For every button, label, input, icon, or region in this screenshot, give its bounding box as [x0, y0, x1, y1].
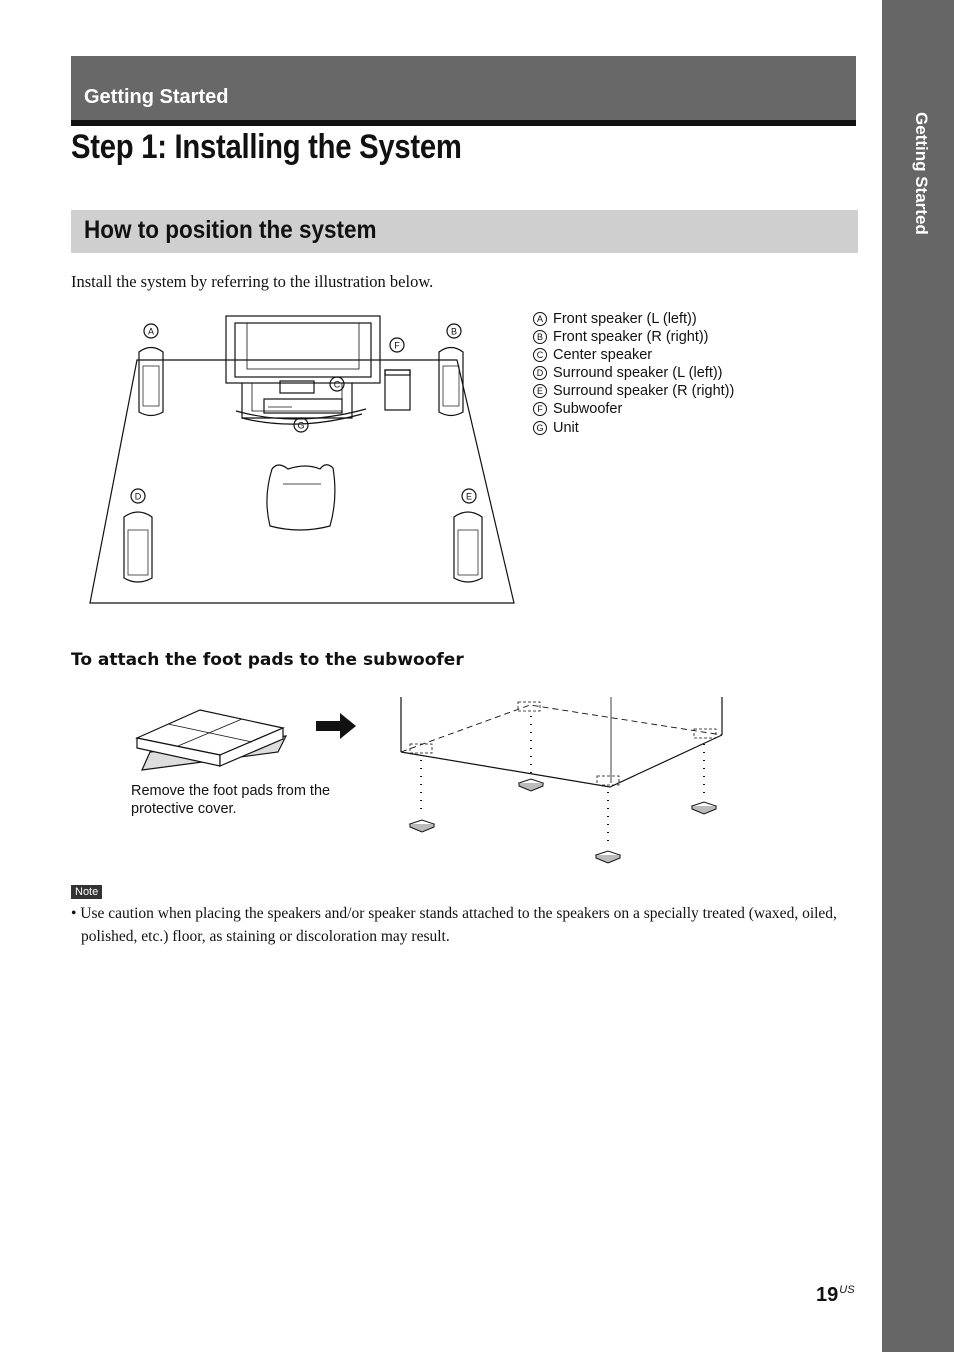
legend-item: E Surround speaker (R (right)) — [533, 382, 734, 400]
subsection-header — [71, 210, 858, 253]
legend-letter-icon: C — [533, 348, 547, 362]
section-rule — [71, 120, 856, 126]
legend-letter-icon: F — [533, 402, 547, 416]
marker-d-label: D — [134, 491, 142, 502]
marker-e-label: E — [465, 491, 473, 502]
legend-item: A Front speaker (L (left)) — [533, 310, 734, 328]
page-title: Step 1: Installing the System — [71, 128, 462, 166]
intro-text: Install the system by referring to the illustration below. — [71, 272, 434, 291]
page-number: $19^{US}$ — [816, 1284, 855, 1306]
subwoofer-foot-pads-illustration — [395, 690, 730, 865]
marker-b-label: B — [450, 326, 458, 337]
legend-letter-icon: G — [533, 421, 547, 435]
marker-a-label: A — [147, 326, 155, 337]
arrow-right-icon — [316, 712, 358, 740]
note-badge: Note — [71, 885, 102, 899]
marker-f-label: F — [394, 340, 400, 351]
legend-item: F Subwoofer — [533, 400, 734, 418]
note-text: • Use caution when placing the speakers and/or speaker stands attached to the speakers on a specially treated (waxed, oiled, polished, etc.) floor, as staining or discoloration may result. — [71, 905, 837, 945]
foot-pads-heading: To attach the foot pads to the subwoofer — [71, 650, 464, 670]
marker-c-label: C — [333, 379, 341, 390]
legend-item: B Front speaker (R (right)) — [533, 328, 734, 346]
page-number-suffix: US — [839, 1284, 855, 1296]
speaker-layout-illustration — [80, 305, 525, 610]
legend-item: C Center speaker — [533, 346, 734, 364]
legend-item: G Unit — [533, 419, 734, 437]
subsection-label: How to position the system — [84, 216, 377, 244]
legend — [533, 310, 734, 437]
foot-pads-caption: Remove the foot pads from the protective cover. — [131, 783, 331, 817]
side-tab-label: Getting Started — [912, 112, 931, 235]
section-label: Getting Started — [84, 86, 229, 108]
legend-letter-icon: E — [533, 384, 547, 398]
section-header — [71, 56, 856, 120]
marker-g-label: G — [297, 420, 305, 431]
legend-item: D Surround speaker (L (left)) — [533, 364, 734, 382]
legend-letter-icon: B — [533, 330, 547, 344]
legend-letter-icon: D — [533, 366, 547, 380]
legend-letter-icon: A — [533, 312, 547, 326]
